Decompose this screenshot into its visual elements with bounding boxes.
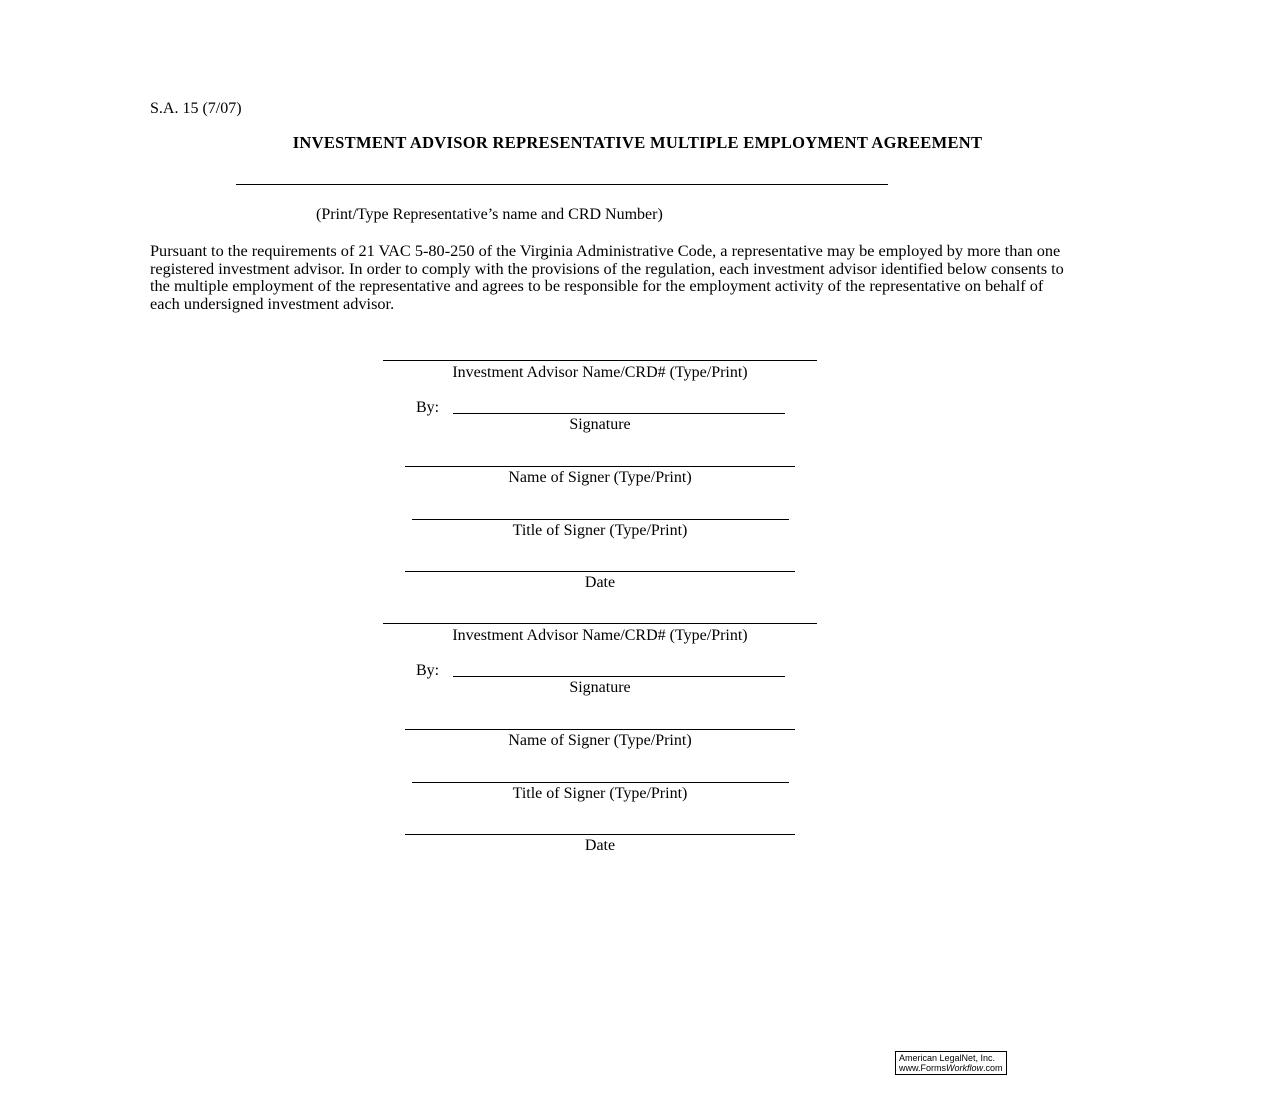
body-paragraph: Pursuant to the requirements of 21 VAC 5-80-250 of the Virginia Administrative Code, a representative may be employed by more than one registered investment advisor. In order to comply with the provisions of the regulation, each investment advisor identified below consents to the multiple employment of the representative and agrees to be responsible for the employment activity of the representative on behalf of each undersigned investment advisor. <box>150 241 1064 313</box>
publisher-name: American LegalNet, Inc. <box>899 1053 996 1063</box>
signer-title-label: Title of Signer (Type/Print) <box>512 522 688 539</box>
representative-label: (Print/Type Representative’s name and CRD Number) <box>316 206 663 223</box>
date-label: Date <box>584 574 616 591</box>
signer-name-field[interactable] <box>405 729 795 730</box>
date-field[interactable] <box>405 571 795 572</box>
form-number: S.A. 15 (7/07) <box>150 100 242 117</box>
advisor-name-label: Investment Advisor Name/CRD# (Type/Print) <box>452 627 748 644</box>
signer-title-field[interactable] <box>412 782 789 783</box>
advisor-name-field[interactable] <box>383 360 817 361</box>
url-italic: Workflow <box>946 1063 984 1073</box>
signature-field[interactable] <box>453 413 785 414</box>
url-suffix: .com <box>983 1063 1003 1073</box>
date-field[interactable] <box>405 834 795 835</box>
signer-title-field[interactable] <box>412 519 789 520</box>
page-title: INVESTMENT ADVISOR REPRESENTATIVE MULTIPLE EMPLOYMENT AGREEMENT <box>292 133 983 152</box>
publisher-url <box>899 1063 1003 1073</box>
signature-field[interactable] <box>453 676 785 677</box>
signer-name-label: Name of Signer (Type/Print) <box>508 732 692 749</box>
advisor-name-label: Investment Advisor Name/CRD# (Type/Print) <box>452 364 748 381</box>
url-prefix: www.Forms <box>899 1063 946 1073</box>
signer-title-label: Title of Signer (Type/Print) <box>512 785 688 802</box>
advisor-name-field[interactable] <box>383 623 817 624</box>
by-label: By: <box>416 662 440 679</box>
by-label: By: <box>416 399 440 416</box>
signer-name-field[interactable] <box>405 466 795 467</box>
signature-label: Signature <box>569 679 631 696</box>
representative-name-field[interactable] <box>236 184 888 185</box>
signer-name-label: Name of Signer (Type/Print) <box>508 469 692 486</box>
signature-label: Signature <box>569 416 631 433</box>
date-label: Date <box>584 837 616 854</box>
publisher-footer <box>895 1051 1007 1075</box>
